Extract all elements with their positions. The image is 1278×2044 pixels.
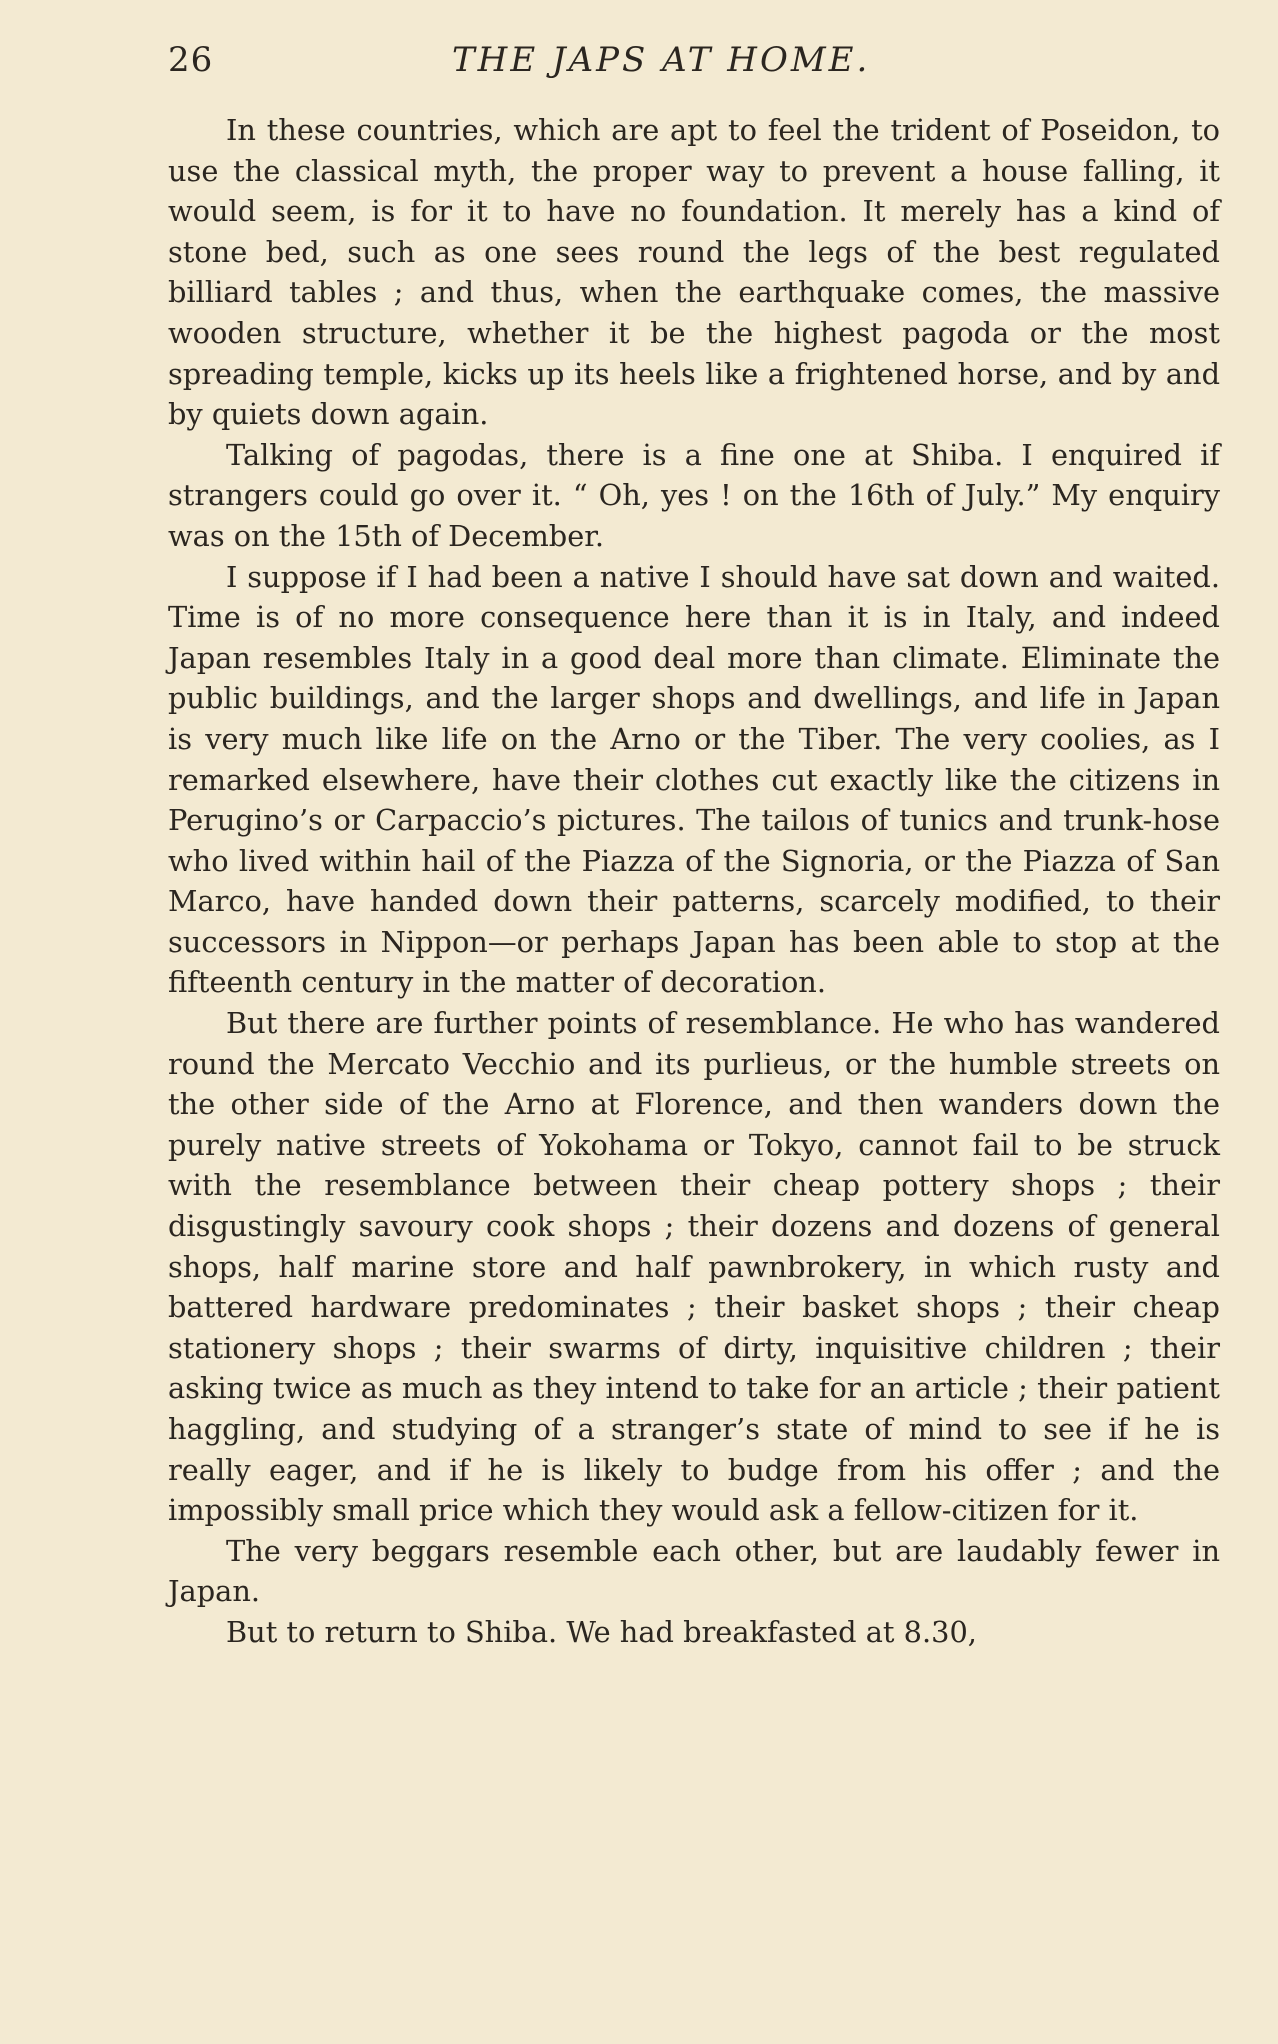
paragraph-pagodas: Talking of pagodas, there is a fine one at Shiba. I enquired if strangers could go over it. “ Oh, yes ! on the 16th of July.” My enquiry was on the 15th of December. — [168, 437, 1220, 553]
paragraph-resemblance: But there are further points of resemblance. He who has wandered round the Mercato Vecchio and its purlieus, or the humble streets on the other side of the Arno at Florence, and then wanders down the purely native streets of Yokohama or Tokyo, cannot fail to be struck with the resemblance between their cheap pottery shops ; their disgustingly savoury cook shops ; their dozens and dozens of general shops, half marine store and half pawnbrokery, in which rusty and battered hardware predominates ; their basket shops ; their cheap stationery shops ; their swarms of dirty, inquisitive children ; their asking twice as much as they intend to take for an article ; their patient haggling, and studying of a stranger’s state of mind to see if he is really eager, and if he is likely to budge from his offer ; and the impossibly small price which they would ask a fellow-citizen for it. — [168, 1006, 1220, 1528]
page-number: 26 — [168, 40, 214, 80]
running-title: THE JAPS AT HOME. — [452, 40, 871, 80]
body-text — [168, 110, 1220, 1653]
page-header — [168, 40, 1220, 96]
paragraph-beggars: The very beggars resemble each other, but are laudably fewer in Japan. — [168, 1533, 1220, 1609]
paragraph-return-to-shiba: But to return to Shiba. We had breakfasted at 8.30, — [226, 1614, 977, 1649]
paragraph-foundations: In these countries, which are apt to feel the trident of Poseidon, to use the classical myth, the proper way to prevent a house falling, it would seem, is for it to have no foundation. It merely has a kind of stone bed, such as one sees round the legs of the best regulated billiard tables ; and thus, when the earthquake comes, the massive wooden structure, whether it be the highest pagoda or the most spreading temple, kicks up its heels like a frightened horse, and by and by quiets down again. — [168, 113, 1220, 432]
paragraph-italy-comparison: I suppose if I had been a native I should have sat down and waited. Time is of no more consequence here than it is in Italy, and indeed Japan resembles Italy in a good deal more than climate. Eliminate the public buildings, and the larger shops and dwellings, and life in Japan is very much like life on the Arno or the Tiber. The very coolies, as I remarked elsewhere, have their clothes cut exactly like the citizens in Perugino’s or Carpaccio’s pictures. The tailoıs of tunics and trunk-hose who lived within hail of the Piazza of the Signoria, or the Piazza of San Marco, have handed down their patterns, scarcely modified, to their successors in Nippon—or perhaps Japan has been able to stop at the fifteenth century in the matter of decoration. — [168, 559, 1220, 1000]
